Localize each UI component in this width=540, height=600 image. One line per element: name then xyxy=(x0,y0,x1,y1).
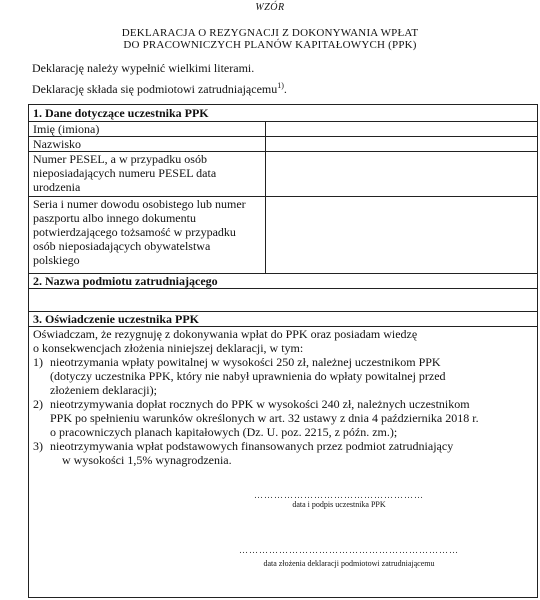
instruction-submit-text: Deklarację składa się podmiotowi zatrudniającemu xyxy=(32,82,278,96)
item-line: w wysokości 1,5% wynagrodzenia. xyxy=(62,453,232,467)
footnote-mark: 1) xyxy=(277,81,284,90)
divider xyxy=(29,288,537,289)
title-line-2: DO PRACOWNICZYCH PLANÓW KAPITAŁOWYCH (PPK) xyxy=(123,39,417,51)
date-line: ………………………………………………………… xyxy=(239,545,459,555)
label-id-document xyxy=(33,197,261,267)
title-line-1: DEKLARACJA O REZYGNACJI Z DOKONYWANIA WPŁAT xyxy=(121,27,419,39)
item-number: 2) xyxy=(33,397,43,411)
label-pesel xyxy=(33,152,261,194)
section-3-title: 3. Oświadczenie uczestnika PPK xyxy=(33,312,199,326)
label-first-names: Imię (imiona) xyxy=(33,122,100,136)
item-number: 3) xyxy=(33,439,43,453)
item-line: złożeniem deklaracji); xyxy=(50,383,157,397)
employer-receipt-date xyxy=(199,545,499,568)
label-id-line-4: osób nieposiadających obywatelstwa xyxy=(33,239,211,253)
label-pesel-line-3: urodzenia xyxy=(33,180,81,194)
instruction-capitals: Deklarację należy wypełnić wielkimi literami. xyxy=(32,61,255,75)
instruction-submit xyxy=(32,77,287,98)
date-caption: data złożenia deklaracji podmiotowi zatrudniającemu xyxy=(263,559,435,568)
label-id-line-3: potwierdzającego tożsamość w przypadku xyxy=(33,225,236,239)
section-2-title: 2. Nazwa podmiotu zatrudniającego xyxy=(33,274,218,288)
item-line: nieotrzymywania dopłat rocznych do PPK w wysokości 240 zł, należnych uczestnikom xyxy=(50,397,470,411)
section-1-title: 1. Dane dotyczące uczestnika PPK xyxy=(33,106,209,120)
signature-caption: data i podpis uczestnika PPK xyxy=(292,500,386,509)
column-divider xyxy=(265,121,266,273)
label-pesel-line-1: Numer PESEL, a w przypadku osób xyxy=(33,152,207,166)
label-id-line-2: paszportu albo innego dokumentu xyxy=(33,211,196,225)
template-mark: WZÓR xyxy=(255,2,285,13)
statement-item-2 xyxy=(33,397,533,439)
statement-intro-line-1: Oświadczam, że rezygnuję z dokonywania wpłat do PPK oraz posiadam wiedzę xyxy=(33,327,418,341)
item-number: 1) xyxy=(33,355,43,369)
label-surname: Nazwisko xyxy=(33,137,81,151)
label-id-line-1: Seria i numer dowodu osobistego lub numer xyxy=(33,197,246,211)
declaration-form xyxy=(28,104,538,598)
instruction-submit-end: . xyxy=(283,82,287,96)
item-line: nieotrzymywania wpłat podstawowych finansowanych przez podmiot zatrudniający xyxy=(50,439,454,453)
statement xyxy=(33,327,533,467)
label-id-line-5: polskiego xyxy=(33,253,80,267)
statement-item-1 xyxy=(33,355,533,397)
statement-item-3 xyxy=(33,439,533,467)
statement-intro-line-2: o konsekwencjach złożenia niniejszej deklaracji, w tym: xyxy=(33,341,304,355)
item-line: PPK po spełnieniu warunków określonych w art. 32 ustawy z dnia 4 października 2018 r. xyxy=(50,411,479,425)
instructions xyxy=(32,60,287,98)
item-line: o pracowniczych planach kapitałowych (Dz. U. poz. 2215, z późn. zm.); xyxy=(50,425,398,439)
signature-line: …………………………………………… xyxy=(254,490,424,500)
item-line: (dotyczy uczestnika PPK, który nie nabył uprawnienia do wpłaty powitalnej przed xyxy=(50,369,446,383)
item-line: nieotrzymania wpłaty powitalnej w wysokości 250 zł, należnej uczestnikom PPK xyxy=(50,355,441,369)
document-title xyxy=(0,27,540,51)
participant-signature xyxy=(229,490,449,509)
label-pesel-line-2: nieposiadających numeru PESEL data xyxy=(33,166,217,180)
